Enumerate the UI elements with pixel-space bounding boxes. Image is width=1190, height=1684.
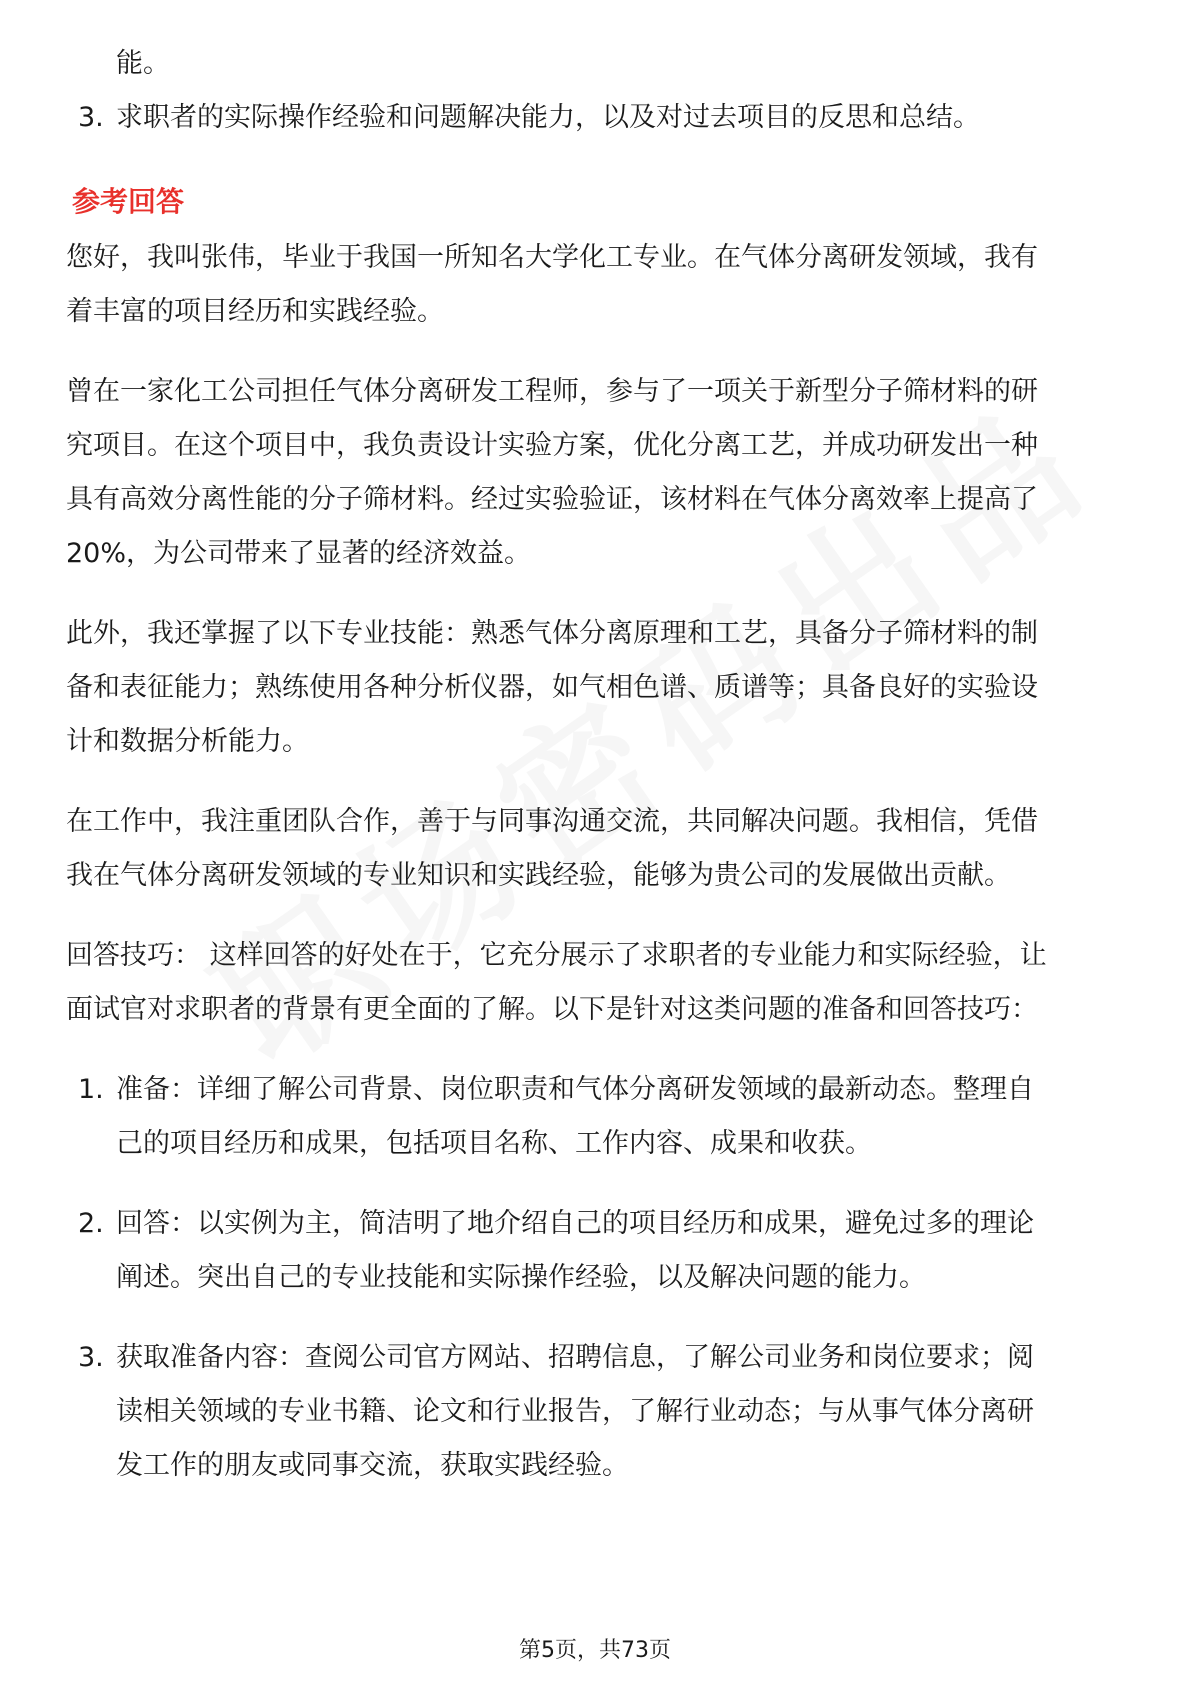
paragraph-line: 在工作中，我注重团队合作，善于与同事沟通交流，共同解决问题。我相信，凭借 — [66, 806, 1038, 837]
paragraph-line: 备和表征能力；熟练使用各种分析仪器，如气相色谱、质谱等；具备良好的实验设 — [66, 672, 1038, 703]
list-item-text: 己的项目经历和成果，包括项目名称、工作内容、成果和收获。 — [116, 1128, 872, 1159]
list-item-text: 发工作的朋友或同事交流，获取实践经验。 — [116, 1450, 629, 1481]
paragraph-line: 您好，我叫张伟，毕业于我国一所知名大学化工专业。在气体分离研发领域，我有 — [66, 242, 1038, 273]
list-item-text: 阐述。突出自己的专业技能和实际操作经验，以及解决问题的能力。 — [116, 1262, 926, 1293]
paragraph-line: 回答技巧： 这样回答的好处在于，它充分展示了求职者的专业能力和实际经验，让 — [66, 940, 1047, 971]
list-item-text: 回答：以实例为主，简洁明了地介绍自己的项目经历和成果，避免过多的理论 — [116, 1208, 1034, 1239]
list-number: 1. — [78, 1074, 104, 1105]
list-number: 3. — [78, 1342, 104, 1373]
paragraph-line: 究项目。在这个项目中，我负责设计实验方案，优化分离工艺，并成功研发出一种 — [66, 430, 1038, 461]
list-continuation: 能。 — [116, 48, 170, 79]
list-item-text: 求职者的实际操作经验和问题解决能力，以及对过去项目的反思和总结。 — [116, 102, 980, 133]
list-item-text: 读相关领域的专业书籍、论文和行业报告，了解行业动态；与从事气体分离研 — [116, 1396, 1034, 1427]
paragraph-line: 20%，为公司带来了显著的经济效益。 — [66, 538, 532, 569]
paragraph-line: 着丰富的项目经历和实践经验。 — [66, 296, 444, 327]
list-number: 3. — [78, 102, 104, 133]
list-item-text: 准备：详细了解公司背景、岗位职责和气体分离研发领域的最新动态。整理自 — [116, 1074, 1034, 1105]
paragraph-line: 面试官对求职者的背景有更全面的了解。以下是针对这类问题的准备和回答技巧： — [66, 994, 1038, 1025]
page-number-footer: 第5页，共73页 — [519, 1638, 671, 1663]
section-heading: 参考回答 — [72, 185, 185, 218]
list-number: 2. — [78, 1208, 104, 1239]
paragraph-line: 计和数据分析能力。 — [66, 726, 309, 757]
paragraph-line: 此外，我还掌握了以下专业技能：熟悉气体分离原理和工艺，具备分子筛材料的制 — [66, 618, 1038, 649]
paragraph-line: 具有高效分离性能的分子筛材料。经过实验验证，该材料在气体分离效率上提高了 — [66, 484, 1038, 515]
list-item-text: 获取准备内容：查阅公司官方网站、招聘信息，了解公司业务和岗位要求；阅 — [116, 1342, 1034, 1373]
paragraph-line: 我在气体分离研发领域的专业知识和实践经验，能够为贵公司的发展做出贡献。 — [66, 860, 1011, 891]
paragraph-line: 曾在一家化工公司担任气体分离研发工程师，参与了一项关于新型分子筛材料的研 — [66, 376, 1038, 407]
